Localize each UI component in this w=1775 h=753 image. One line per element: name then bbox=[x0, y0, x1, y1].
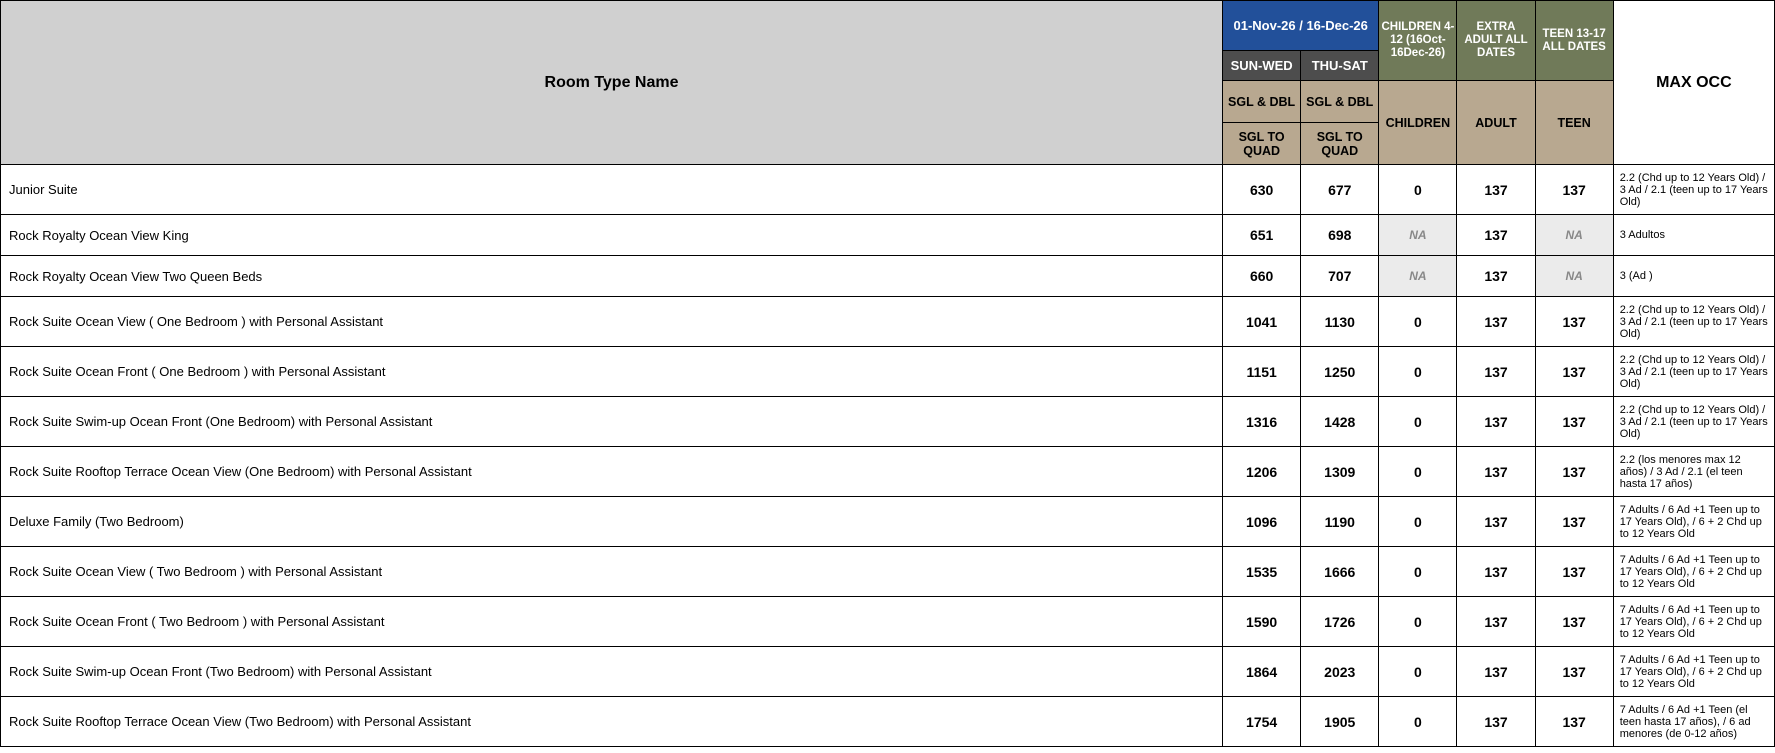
max-occ-cell: 7 Adults / 6 Ad +1 Teen up to 17 Years Old), / 6 + 2 Chd up to 12 Years Old bbox=[1613, 647, 1774, 697]
room-name-cell: Junior Suite bbox=[1, 165, 1223, 215]
sgl-quad-header-thusat: SGL TO QUAD bbox=[1301, 123, 1379, 165]
sun-wed-rate-cell: 1590 bbox=[1223, 597, 1301, 647]
sun-wed-rate-cell: 1151 bbox=[1223, 347, 1301, 397]
max-occ-header: MAX OCC bbox=[1613, 1, 1774, 165]
children-rate-cell: NA bbox=[1379, 215, 1457, 256]
children-rate-cell: 0 bbox=[1379, 347, 1457, 397]
teen-rate-cell: 137 bbox=[1535, 497, 1613, 547]
thu-sat-rate-cell: 1130 bbox=[1301, 297, 1379, 347]
thu-sat-rate-cell: 677 bbox=[1301, 165, 1379, 215]
room-name-cell: Rock Suite Rooftop Terrace Ocean View (Two Bedroom) with Personal Assistant bbox=[1, 697, 1223, 747]
table-header bbox=[1, 1, 1775, 165]
max-occ-cell: 3 Adultos bbox=[1613, 215, 1774, 256]
children-rate-cell: 0 bbox=[1379, 397, 1457, 447]
room-type-header: Room Type Name bbox=[1, 1, 1223, 165]
thu-sat-header: THU-SAT bbox=[1301, 51, 1379, 81]
room-name-cell: Rock Suite Ocean Front ( Two Bedroom ) with Personal Assistant bbox=[1, 597, 1223, 647]
max-occ-cell: 7 Adults / 6 Ad +1 Teen (el teen hasta 17 años), / 6 ad menores (de 0-12 años) bbox=[1613, 697, 1774, 747]
room-name-cell: Rock Suite Swim-up Ocean Front (Two Bedroom) with Personal Assistant bbox=[1, 647, 1223, 697]
max-occ-cell: 2.2 (los menores max 12 años) / 3 Ad / 2.1 (el teen hasta 17 años) bbox=[1613, 447, 1774, 497]
thu-sat-rate-cell: 1666 bbox=[1301, 547, 1379, 597]
sun-wed-rate-cell: 1316 bbox=[1223, 397, 1301, 447]
max-occ-cell: 7 Adults / 6 Ad +1 Teen up to 17 Years Old), / 6 + 2 Chd up to 12 Years Old bbox=[1613, 547, 1774, 597]
children-rate-cell: 0 bbox=[1379, 697, 1457, 747]
adult-rate-cell: 137 bbox=[1457, 347, 1535, 397]
table-row bbox=[1, 165, 1775, 215]
children-rate-cell: 0 bbox=[1379, 447, 1457, 497]
sun-wed-rate-cell: 630 bbox=[1223, 165, 1301, 215]
table-row bbox=[1, 297, 1775, 347]
thu-sat-rate-cell: 2023 bbox=[1301, 647, 1379, 697]
adult-rate-cell: 137 bbox=[1457, 297, 1535, 347]
table-row bbox=[1, 697, 1775, 747]
max-occ-cell: 7 Adults / 6 Ad +1 Teen up to 17 Years Old), / 6 + 2 Chd up to 12 Years Old bbox=[1613, 597, 1774, 647]
teen-age-header: TEEN 13-17 ALL DATES bbox=[1535, 1, 1613, 81]
sun-wed-rate-cell: 660 bbox=[1223, 256, 1301, 297]
room-name-cell: Deluxe Family (Two Bedroom) bbox=[1, 497, 1223, 547]
table-row bbox=[1, 547, 1775, 597]
thu-sat-rate-cell: 698 bbox=[1301, 215, 1379, 256]
max-occ-cell: 7 Adults / 6 Ad +1 Teen up to 17 Years Old), / 6 + 2 Chd up to 12 Years Old bbox=[1613, 497, 1774, 547]
table-row bbox=[1, 256, 1775, 297]
adult-rate-cell: 137 bbox=[1457, 215, 1535, 256]
teen-rate-cell: 137 bbox=[1535, 297, 1613, 347]
thu-sat-rate-cell: 1905 bbox=[1301, 697, 1379, 747]
table-row bbox=[1, 647, 1775, 697]
teen-rate-cell: 137 bbox=[1535, 347, 1613, 397]
sgl-quad-header-sunwed: SGL TO QUAD bbox=[1223, 123, 1301, 165]
adult-header: ADULT bbox=[1457, 81, 1535, 165]
teen-rate-cell: NA bbox=[1535, 256, 1613, 297]
table-row bbox=[1, 347, 1775, 397]
room-name-cell: Rock Suite Ocean View ( Two Bedroom ) with Personal Assistant bbox=[1, 547, 1223, 597]
teen-rate-cell: 137 bbox=[1535, 447, 1613, 497]
sun-wed-rate-cell: 1535 bbox=[1223, 547, 1301, 597]
teen-rate-cell: 137 bbox=[1535, 597, 1613, 647]
max-occ-cell: 3 (Ad ) bbox=[1613, 256, 1774, 297]
adult-rate-cell: 137 bbox=[1457, 597, 1535, 647]
table-row bbox=[1, 447, 1775, 497]
children-rate-cell: 0 bbox=[1379, 547, 1457, 597]
children-age-header: CHILDREN 4-12 (16Oct-16Dec-26) bbox=[1379, 1, 1457, 81]
sun-wed-rate-cell: 1754 bbox=[1223, 697, 1301, 747]
table-row bbox=[1, 397, 1775, 447]
children-rate-cell: 0 bbox=[1379, 647, 1457, 697]
room-name-cell: Rock Suite Rooftop Terrace Ocean View (One Bedroom) with Personal Assistant bbox=[1, 447, 1223, 497]
sgl-dbl-header-thusat: SGL & DBL bbox=[1301, 81, 1379, 123]
children-rate-cell: 0 bbox=[1379, 297, 1457, 347]
max-occ-cell: 2.2 (Chd up to 12 Years Old) / 3 Ad / 2.1 (teen up to 17 Years Old) bbox=[1613, 347, 1774, 397]
children-rate-cell: 0 bbox=[1379, 497, 1457, 547]
teen-rate-cell: 137 bbox=[1535, 647, 1613, 697]
adult-rate-cell: 137 bbox=[1457, 547, 1535, 597]
sun-wed-rate-cell: 1096 bbox=[1223, 497, 1301, 547]
max-occ-cell: 2.2 (Chd up to 12 Years Old) / 3 Ad / 2.1 (teen up to 17 Years Old) bbox=[1613, 297, 1774, 347]
adult-rate-cell: 137 bbox=[1457, 165, 1535, 215]
sgl-dbl-header-sunwed: SGL & DBL bbox=[1223, 81, 1301, 123]
room-name-cell: Rock Suite Swim-up Ocean Front (One Bedroom) with Personal Assistant bbox=[1, 397, 1223, 447]
sun-wed-rate-cell: 651 bbox=[1223, 215, 1301, 256]
room-name-cell: Rock Royalty Ocean View King bbox=[1, 215, 1223, 256]
thu-sat-rate-cell: 1726 bbox=[1301, 597, 1379, 647]
table-row bbox=[1, 597, 1775, 647]
room-name-cell: Rock Royalty Ocean View Two Queen Beds bbox=[1, 256, 1223, 297]
sun-wed-rate-cell: 1206 bbox=[1223, 447, 1301, 497]
date-range-header: 01-Nov-26 / 16-Dec-26 bbox=[1223, 1, 1379, 51]
teen-header: TEEN bbox=[1535, 81, 1613, 165]
room-name-cell: Rock Suite Ocean View ( One Bedroom ) with Personal Assistant bbox=[1, 297, 1223, 347]
table-body bbox=[1, 165, 1775, 747]
thu-sat-rate-cell: 707 bbox=[1301, 256, 1379, 297]
teen-rate-cell: NA bbox=[1535, 215, 1613, 256]
max-occ-cell: 2.2 (Chd up to 12 Years Old) / 3 Ad / 2.1 (teen up to 17 Years Old) bbox=[1613, 397, 1774, 447]
teen-rate-cell: 137 bbox=[1535, 165, 1613, 215]
children-rate-cell: NA bbox=[1379, 256, 1457, 297]
adult-rate-cell: 137 bbox=[1457, 697, 1535, 747]
room-name-cell: Rock Suite Ocean Front ( One Bedroom ) with Personal Assistant bbox=[1, 347, 1223, 397]
teen-rate-cell: 137 bbox=[1535, 397, 1613, 447]
sun-wed-rate-cell: 1864 bbox=[1223, 647, 1301, 697]
sun-wed-rate-cell: 1041 bbox=[1223, 297, 1301, 347]
thu-sat-rate-cell: 1250 bbox=[1301, 347, 1379, 397]
adult-rate-cell: 137 bbox=[1457, 647, 1535, 697]
thu-sat-rate-cell: 1190 bbox=[1301, 497, 1379, 547]
adult-rate-cell: 137 bbox=[1457, 497, 1535, 547]
table-row bbox=[1, 215, 1775, 256]
table-row bbox=[1, 497, 1775, 547]
children-rate-cell: 0 bbox=[1379, 597, 1457, 647]
thu-sat-rate-cell: 1428 bbox=[1301, 397, 1379, 447]
children-header: CHILDREN bbox=[1379, 81, 1457, 165]
adult-rate-cell: 137 bbox=[1457, 447, 1535, 497]
thu-sat-rate-cell: 1309 bbox=[1301, 447, 1379, 497]
max-occ-cell: 2.2 (Chd up to 12 Years Old) / 3 Ad / 2.1 (teen up to 17 Years Old) bbox=[1613, 165, 1774, 215]
adult-rate-cell: 137 bbox=[1457, 256, 1535, 297]
children-rate-cell: 0 bbox=[1379, 165, 1457, 215]
sun-wed-header: SUN-WED bbox=[1223, 51, 1301, 81]
teen-rate-cell: 137 bbox=[1535, 697, 1613, 747]
adult-rate-cell: 137 bbox=[1457, 397, 1535, 447]
extra-adult-header: EXTRA ADULT ALL DATES bbox=[1457, 1, 1535, 81]
teen-rate-cell: 137 bbox=[1535, 547, 1613, 597]
